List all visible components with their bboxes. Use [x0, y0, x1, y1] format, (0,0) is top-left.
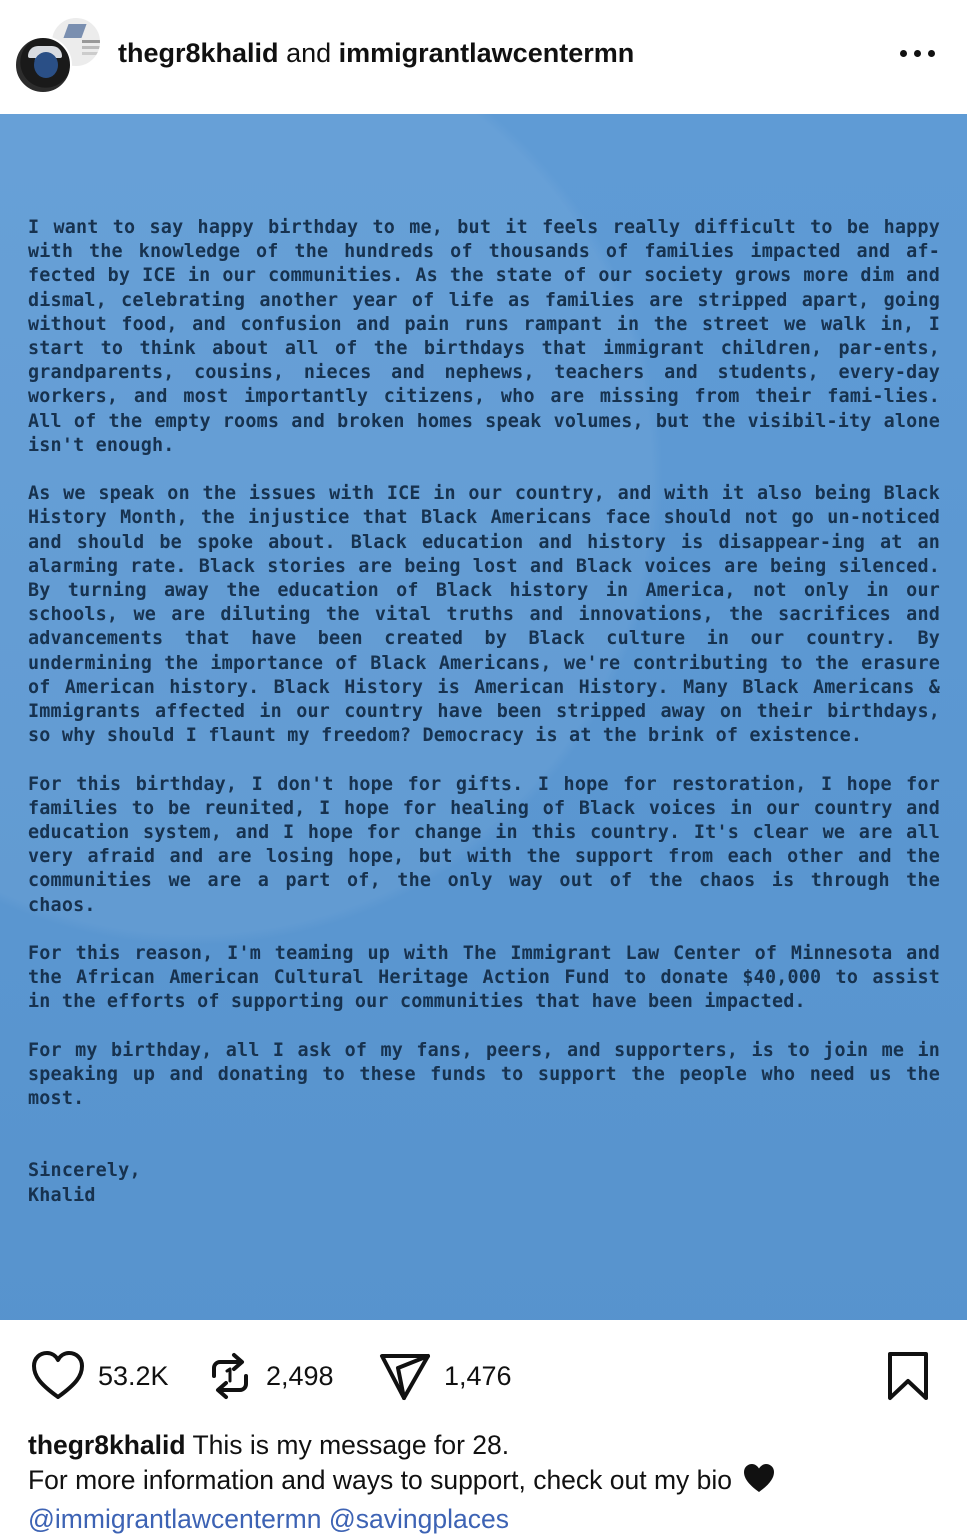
like-button[interactable]	[30, 1350, 169, 1402]
caption-text-line1: This is my message for 28.	[192, 1430, 510, 1460]
post-authors	[118, 36, 634, 70]
bookmark-icon	[886, 1350, 930, 1402]
letter-paragraph-2: As we speak on the issues with ICE in our country, and with it also being Black History Month, the injustice that Black Americans face should not go un-noticed and should be spoke about. Black education and history is disappear-ing at an alarming rate. Black stories are being lost and Black voices are being silenced. By turning away the education of Black history in America, not only in our schools, we are diluting the vital truths and innovations, the sacrifices and advancements that have been created by Black culture in our country. By undermining the importance of Black Americans, we're contributing to the erasure of American history. Black History is American History. Many Black Americans & Immigrants affected in our country have been stripped away on their birthdays, so why should I flaunt my freedom? Democracy is at the brink of existence.	[28, 483, 940, 747]
letter-paragraph-1: I want to say happy birthday to me, but it feels really difficult to be happy with the knowledge of the hundreds of thousands of families impacted and af-fected by ICE in our communities. As the state of our society grows more dim and dismal, celebrating another year of life as families are stripped apart, going without food, and confusion and pain runs rampant in the street we walk in, I start to think about all of the birthdays that immigrant children, par-ents, grandparents, cousins, nieces and nephews, teachers and students, every-day workers, and most importantly citizens, who are missing from their fami-lies. All of the empty rooms and broken homes speak volumes, but the visibil-ity alone isn't enough.	[28, 217, 940, 456]
repost-count: 2,498	[266, 1360, 334, 1391]
black-heart-icon	[742, 1462, 776, 1502]
ellipsis-icon	[900, 50, 907, 57]
caption-text-line2: For more information and ways to support, check out my bio	[28, 1465, 733, 1495]
repost-button[interactable]	[206, 1350, 334, 1402]
repost-icon	[206, 1350, 254, 1402]
more-options-button[interactable]	[898, 44, 938, 64]
share-button[interactable]	[378, 1350, 512, 1402]
paper-plane-icon	[378, 1350, 432, 1402]
closing-text: Sincerely,	[28, 1160, 141, 1182]
collaborator-username-link[interactable]: immigrantlawcentermn	[338, 38, 635, 68]
letter-paragraph-5: For my birthday, all I ask of my fans, peers, and supporters, is to join me in speaking up and donating to these funds to support the people who need us the most.	[28, 1039, 940, 1110]
author-username-link[interactable]: thegr8khalid	[118, 38, 279, 68]
save-button[interactable]	[886, 1350, 930, 1407]
mention-savingplaces-link[interactable]: @savingplaces	[328, 1504, 509, 1534]
post-image[interactable]	[0, 114, 967, 1320]
and-label: and	[286, 38, 332, 68]
letter-paragraph-4: For this reason, I'm teaming up with The Immigrant Law Center of Minnesota and the African American Cultural Heritage Action Fund to donate $40,000 to assist in the efforts of supporting our communities that have been impacted.	[28, 943, 940, 1013]
post-caption	[28, 1428, 948, 1536]
thegr8khalid-avatar[interactable]	[14, 36, 72, 94]
caption-author-link[interactable]: thegr8khalid	[28, 1430, 186, 1460]
share-count: 1,476	[444, 1360, 512, 1391]
letter-paragraph-3: For this birthday, I don't hope for gifts. I hope for restoration, I hope for families to be reunited, I hope for healing of Black voices in our country and education system, and I hope for change in this country. It's clear we are all very afraid and are losing hope, but with the support from each other and the communities we are a part of, the only way out of the chaos is through the chaos.	[28, 773, 940, 916]
post-header	[0, 0, 967, 114]
letter-signoff	[28, 1159, 940, 1207]
action-bar	[0, 1320, 967, 1430]
collab-avatars[interactable]	[14, 14, 94, 94]
like-count: 53.2K	[98, 1360, 169, 1391]
letter-text	[28, 216, 940, 1208]
signature-text: Khalid	[28, 1184, 96, 1206]
mention-immigrantlawcentermn-link[interactable]: @immigrantlawcentermn	[28, 1504, 322, 1534]
heart-icon	[30, 1350, 86, 1402]
